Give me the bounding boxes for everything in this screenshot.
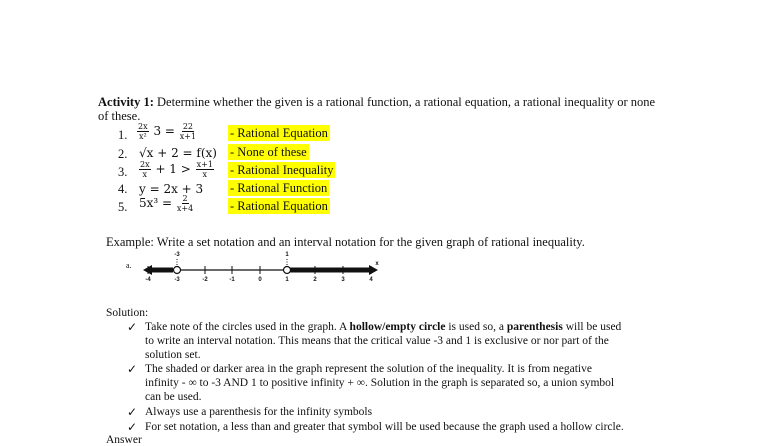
solution-bullet-2-line3: can be used. (145, 391, 202, 403)
checkmark-icon: ✓ (127, 320, 138, 334)
answer-4: - Rational Function (230, 181, 328, 195)
item-number: 3. (118, 165, 128, 179)
e3-middle: + 1 > (155, 162, 191, 176)
checkmark-icon: ✓ (127, 420, 138, 434)
e3-numerator-2: x+1 (196, 160, 213, 169)
checkmark-icon: ✓ (127, 405, 138, 419)
answer-2: - None of these (230, 145, 307, 159)
e5-denominator: x+4 (176, 204, 194, 213)
expression-2: √x + 2 = f(x) (139, 146, 217, 160)
answer-5: - Rational Equation (230, 199, 328, 213)
tick-label: 2 (313, 277, 317, 283)
item-number: 5. (118, 200, 128, 214)
tick-label: 1 (285, 277, 289, 283)
item-number: 1. (118, 128, 128, 142)
solution-bullet-1-line2: to write an interval notation. This means that the critical value -3 and 1 is exclusive or nor part of the (145, 335, 609, 347)
tick-label: 4 (369, 277, 373, 283)
e1-numerator: 2x (138, 122, 148, 131)
e1-denominator-2: x+1 (179, 132, 197, 141)
tick-label: -1 (229, 277, 235, 283)
hollow-circle-icon (284, 267, 291, 274)
activity-title: Activity 1: (98, 95, 154, 109)
solution-heading: Solution: (106, 307, 149, 319)
e1-numerator-2: 22 (182, 122, 194, 131)
top-mark-label: -3 (174, 252, 180, 258)
checkmark-icon: ✓ (127, 362, 138, 376)
activity-instruction-text: Determine whether the given is a rational function, a rational equation, a rational inequality or none (153, 95, 656, 109)
example-text: Example: Write a set notation and an interval notation for the given graph of rational inequality. (106, 235, 585, 249)
e3-denominator-2: x (202, 170, 208, 179)
tick-label: -2 (202, 277, 208, 283)
e5-numerator: 2 (182, 194, 188, 203)
activity-instruction (98, 95, 655, 110)
bullet-1-bold-hollow: hollow/empty circle (349, 321, 446, 333)
activity-instruction-line2: of these. (98, 109, 141, 123)
e5-left: 5x³ = (139, 196, 173, 210)
tick-label: -4 (145, 277, 151, 283)
bullet-1-text-post: will be used (562, 321, 622, 333)
e1-middle: 3 = (153, 124, 175, 138)
bullet-1-bold-parenthesis: parenthesis (506, 321, 563, 333)
expression-5 (139, 194, 194, 213)
expression-3 (138, 160, 215, 179)
solution-bullet-3: Always use a parenthesis for the infinity symbols (145, 406, 373, 418)
e3-denominator: x (142, 170, 148, 179)
expression-1 (136, 122, 197, 141)
answer-heading-partial: Answer (106, 434, 142, 446)
tick-label: -3 (174, 277, 180, 283)
bullet-1-text: Take note of the circles used in the graph. A (145, 321, 350, 333)
bullet-1-text-mid: is used so, a (445, 321, 507, 333)
solution-bullet-1 (145, 321, 621, 333)
example-label: a. (126, 261, 132, 270)
hollow-circle-icon (174, 267, 181, 274)
item-number: 2. (118, 147, 128, 161)
answer-3: - Rational Inequality (230, 163, 334, 177)
tick-label: 0 (258, 277, 262, 283)
top-mark-label: 1 (285, 252, 289, 258)
solution-bullet-2-line2: infinity - ∞ to -3 AND 1 to positive infinity + ∞. Solution in the graph is separated so, a union symbol (145, 377, 615, 389)
solution-bullet-4: For set notation, a less than and greater that symbol will be used because the graph used a hollow circle. (145, 421, 624, 433)
answer-1: - Rational Equation (230, 126, 328, 140)
expression-4: y = 2x + 3 (139, 182, 204, 196)
e3-numerator: 2x (140, 160, 150, 169)
axis-end-label: x (375, 261, 379, 267)
e1-denominator: x² (138, 132, 147, 141)
solution-bullet-2: The shaded or darker area in the graph represent the solution of the inequality. It is from negative (145, 363, 592, 375)
item-number: 4. (118, 182, 128, 196)
solution-bullet-1-line3: solution set. (145, 349, 201, 361)
tick-label: 3 (341, 277, 345, 283)
